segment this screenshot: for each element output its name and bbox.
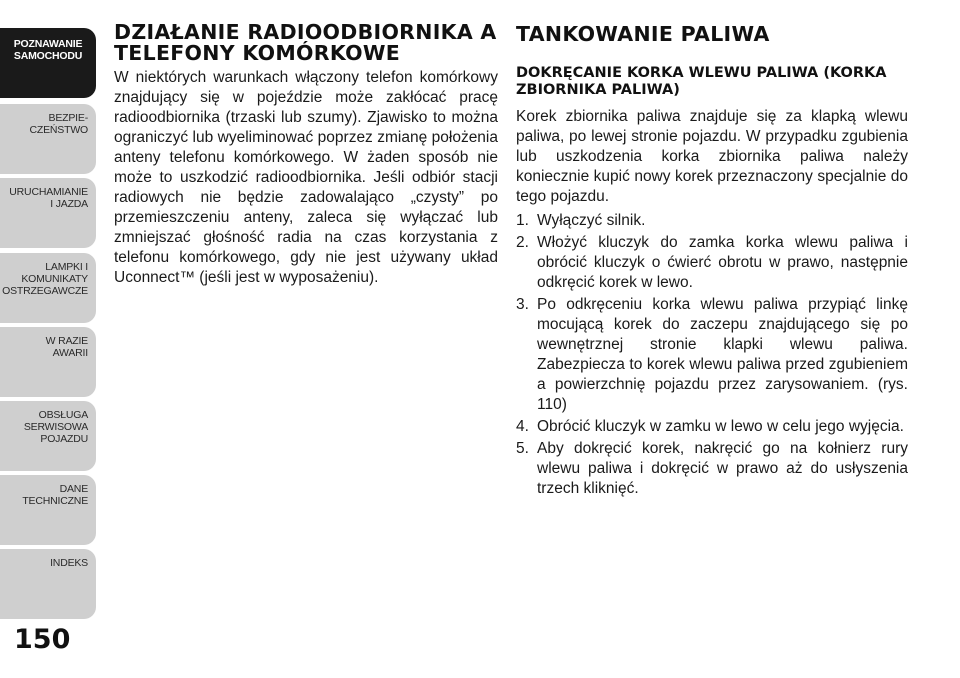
list-item: [516, 233, 908, 293]
step-number: 5.: [516, 440, 529, 457]
tab-bezpieczenstwo[interactable]: BEZPIE- CZEŃSTWO: [0, 104, 96, 174]
tab-w-razie-awarii[interactable]: W RAZIE AWARII: [0, 327, 96, 397]
fuel-cap-paragraph: Korek zbiornika paliwa znajduje się za klapką wlewu paliwa, po lewej stronie pojazdu. W przypadku zgubienia lub uszkodzenia korka zbiornika paliwa należy koniecznie kupić nowy korek przeznaczony specjalnie do tego pojazdu.: [516, 108, 908, 205]
list-item: [516, 295, 908, 415]
fuel-steps-list: [516, 211, 908, 499]
right-column: [516, 22, 908, 501]
tab-lampki-i-komunikaty[interactable]: LAMPKI I KOMUNIKATY OSTRZEGAWCZE: [0, 253, 96, 323]
step-text: Wyłączyć silnik.: [537, 212, 646, 229]
step-number: 1.: [516, 212, 529, 229]
chapter-sidebar: [0, 0, 100, 678]
tab-obsluga-serwisowa[interactable]: OBSŁUGA SERWISOWA POJAZDU: [0, 401, 96, 471]
step-text: Obrócić kluczyk w zamku w lewo w celu jego wyjęcia.: [537, 418, 904, 435]
step-number: 3.: [516, 296, 529, 313]
radio-paragraph: W niektórych warunkach włączony telefon komórkowy znajdujący się w pojeździe może zakłócać pracę radioodbiornika (trzaski lub szumy). Zjawisko to można ograniczyć lub wyeliminować poprzez zmianę położenia anteny telefonu komórkowego. W żaden sposób nie może to uszkodzić radioodbiornika. Jeśli odbiór stacji radiowych nie będzie zadowalająco „czysty” po przemieszczeniu anteny, zaleca się wyłączać lub zmniejszać głośność radia na czas korzystania z telefonu komórkowego, gdy nie jest używany układ Uconnect™ (jeśli jest w wyposażeniu).: [114, 69, 498, 286]
list-item: [516, 417, 908, 437]
section-title-radio: DZIAŁANIE RADIOODBIORNIKA A TELEFONY KOMÓRKOWE: [114, 20, 497, 65]
step-text: Po odkręceniu korka wlewu paliwa przypiąć linkę mocującą korek do zaczepu znajdującego się po wewnętrznej stronie klapki wlewu paliwa. Zabezpiecza to korek wlewu paliwa przed zgubieniem a powierzchnię pojazdu przez zarysowaniem. (rys. 110): [537, 296, 908, 413]
left-column: [114, 22, 498, 288]
section-title-fuel: TANKOWANIE PALIWA: [516, 22, 770, 46]
list-item: [516, 211, 908, 231]
tab-uruchamianie-i-jazda[interactable]: URUCHAMIANIE I JAZDA: [0, 178, 96, 248]
list-item: [516, 439, 908, 499]
step-number: 2.: [516, 234, 529, 251]
step-number: 4.: [516, 418, 529, 435]
tab-indeks[interactable]: INDEKS: [0, 549, 96, 619]
tab-dane-techniczne[interactable]: DANE TECHNICZNE: [0, 475, 96, 545]
step-text: Włożyć kluczyk do zamka korka wlewu paliwa i obrócić kluczyk o ćwierć obrotu w prawo, następnie odkręcić korek w lewo.: [537, 234, 908, 291]
subsection-title-fuel-cap: DOKRĘCANIE KORKA WLEWU PALIWA (KORKA ZBIORNIKA PALIWA): [516, 65, 887, 98]
step-text: Aby dokręcić korek, nakręcić go na kołnierz rury wlewu paliwa i dokręcić w prawo aż do usłyszenia trzech kliknięć.: [537, 440, 908, 497]
tab-poznawanie-samochodu[interactable]: POZNAWANIE SAMOCHODU: [0, 28, 96, 98]
page-number: 150: [14, 624, 71, 655]
